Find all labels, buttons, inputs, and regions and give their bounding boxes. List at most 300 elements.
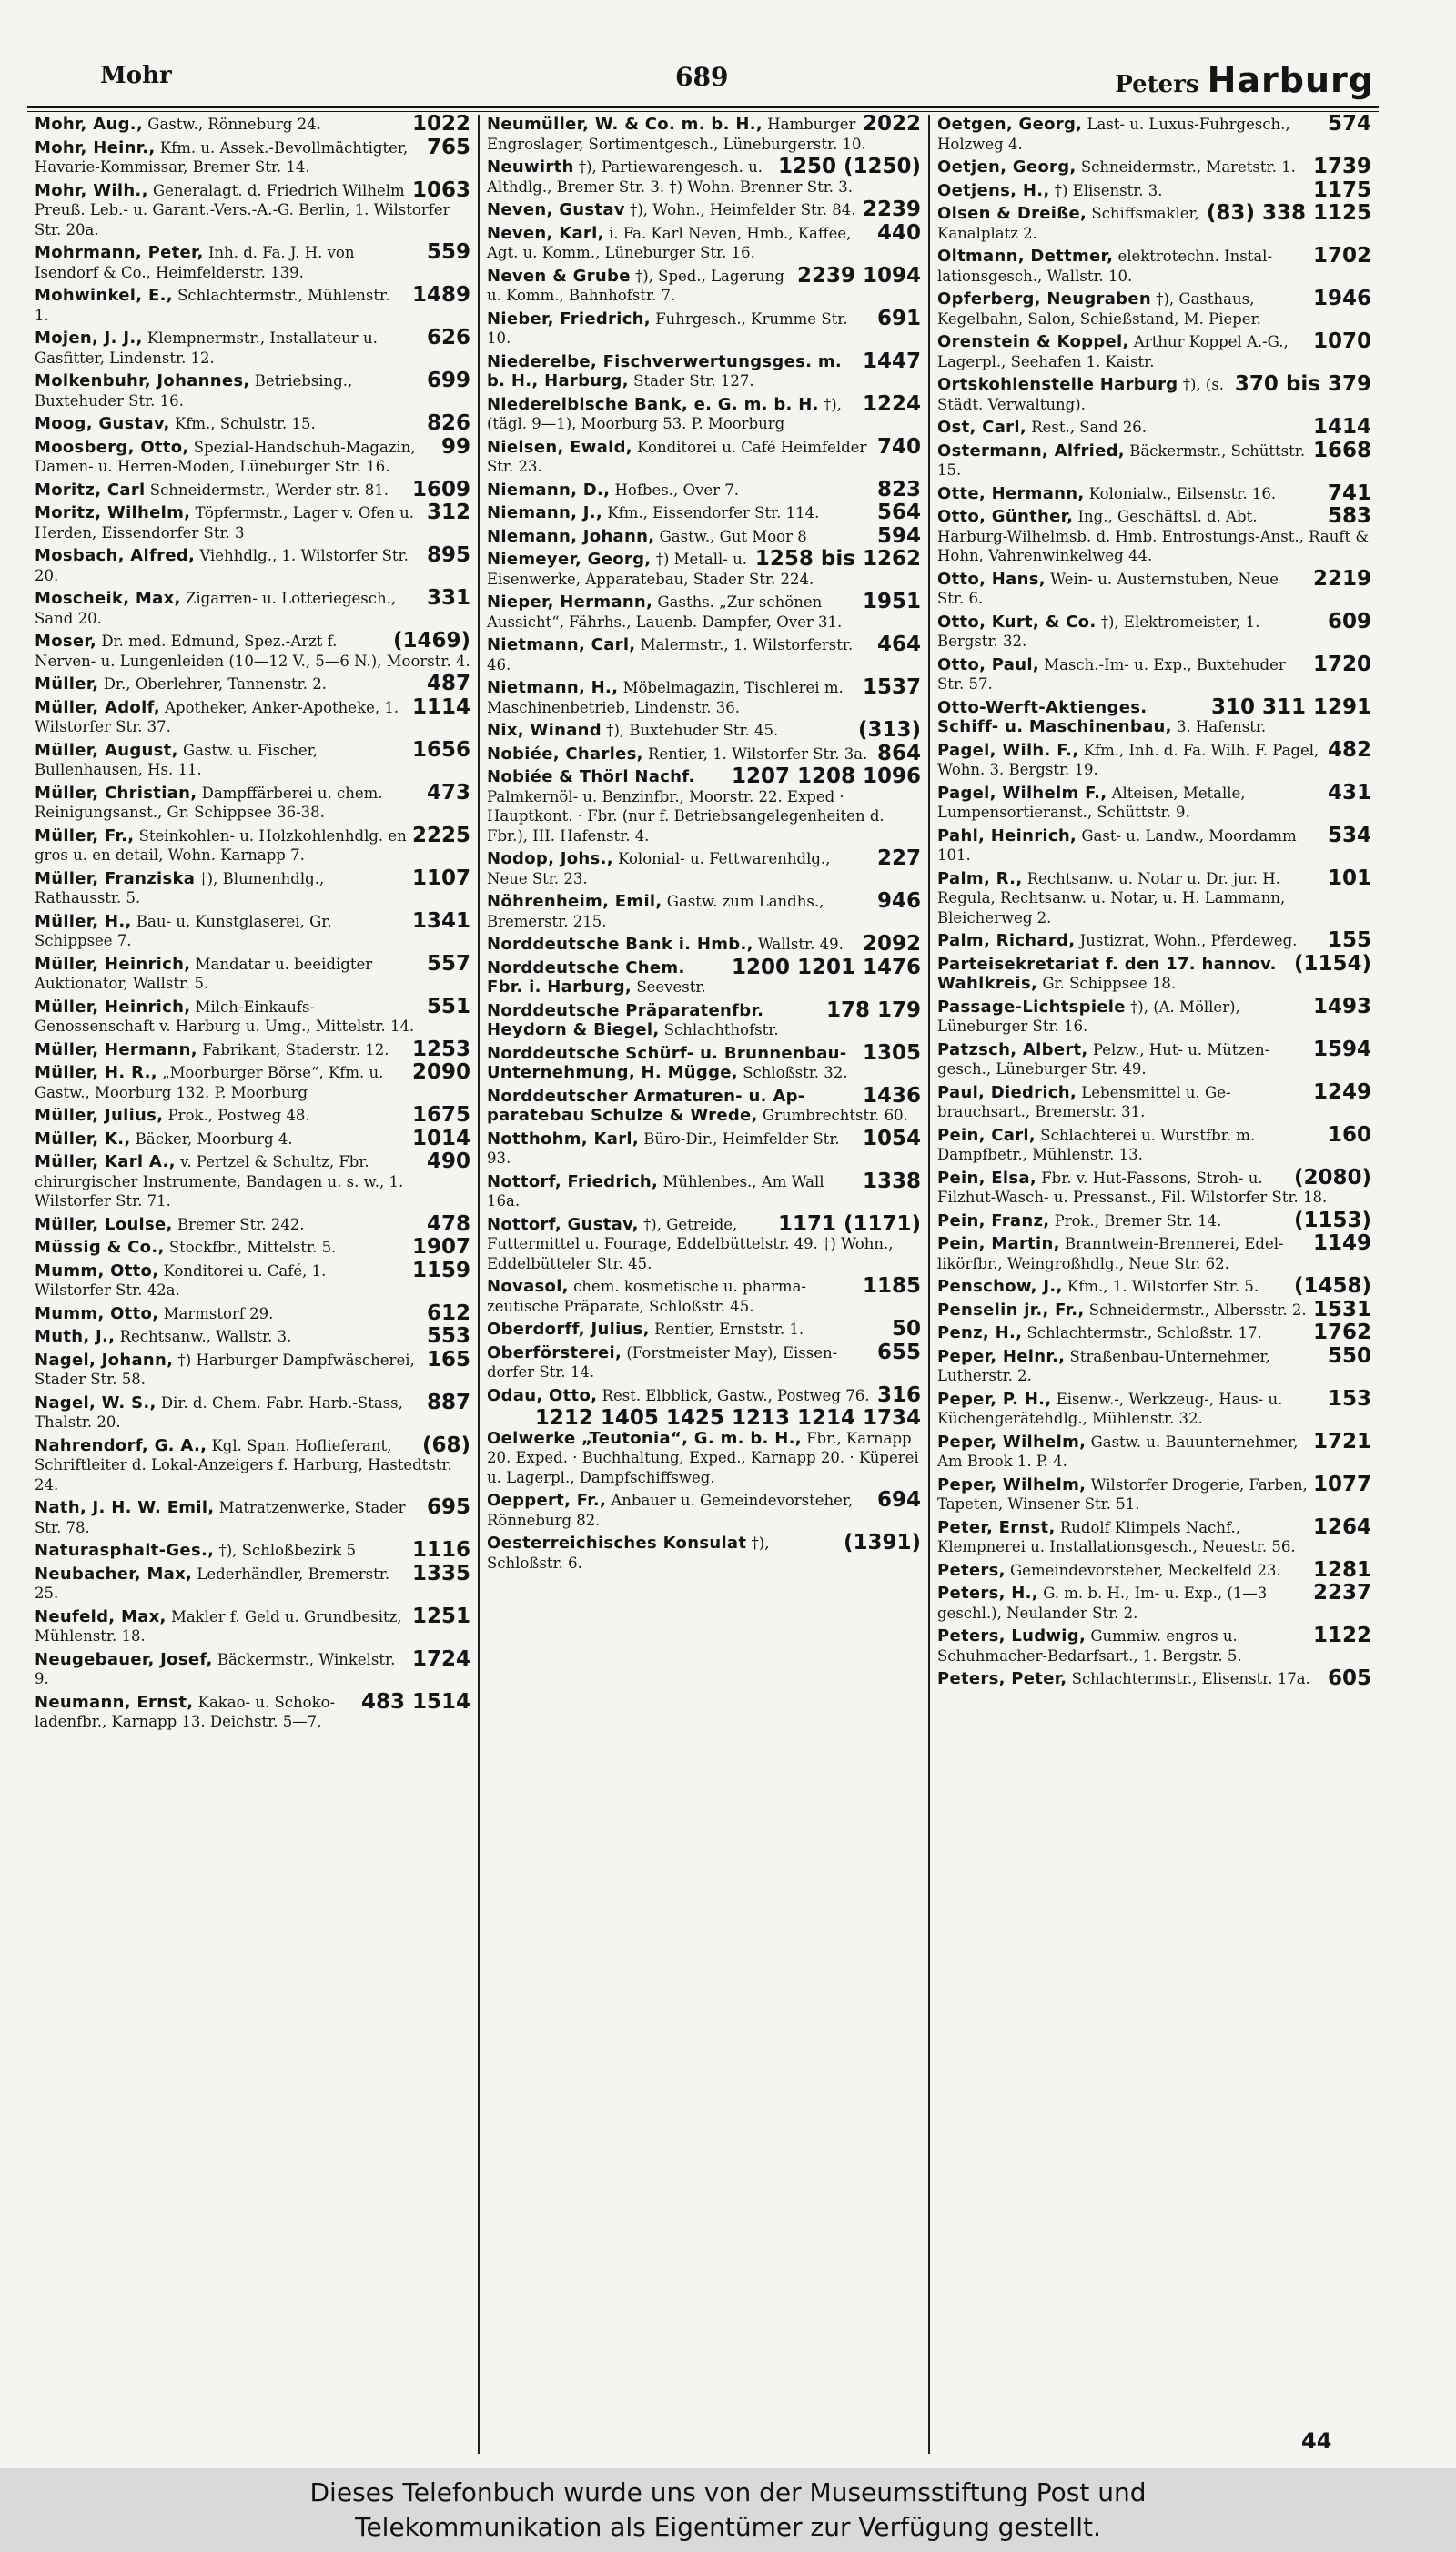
entry-name: Norddeutsche Bank i. Hmb.,	[487, 935, 753, 954]
phone-number: 1724	[411, 1646, 470, 1671]
footer-line-1: Dieses Telefonbuch wurde uns von der Museumsstiftung Post und	[309, 2477, 1147, 2507]
entry-details: Prok., Bremer Str. 14.	[1054, 1211, 1222, 1230]
phone-number: 741	[1327, 481, 1371, 505]
entry-details: Schneidermstr., Albersstr. 2.	[1088, 1301, 1307, 1319]
phone-number: 1946	[1312, 287, 1371, 310]
directory-entry	[487, 547, 921, 589]
entry-details: Betriebsing., Buxtehuder Str. 16.	[35, 372, 353, 410]
directory-entry	[35, 1347, 470, 1390]
phone-number: 1951	[862, 590, 921, 613]
entry-name: Ortskohlenstelle Harburg	[937, 375, 1178, 394]
directory-entry	[937, 504, 1371, 566]
directory-entry	[487, 767, 921, 846]
phone-number: 2090	[411, 1060, 470, 1084]
phone-number: 1070	[1312, 329, 1371, 353]
header-left-keyword: Mohr	[100, 62, 172, 89]
entry-details: †), Sped., Lagerung u. Komm., Bahnhofstr. 7.	[487, 267, 784, 304]
directory-entry	[35, 543, 470, 585]
entry-details: Lederhändler, Bremerstr. 25.	[35, 1565, 390, 1602]
phone-number: 1907	[411, 1235, 470, 1259]
entry-details: (Forstmeister May), Eissendorfer Str. 14.	[487, 1343, 838, 1381]
entry-name: Otte, Hermann,	[937, 483, 1085, 503]
directory-entry	[487, 1211, 921, 1274]
entry-name: Norddeutsche Präparatenfbr. Heydorn & Biegel,	[487, 1000, 764, 1039]
directory-entry	[35, 1235, 470, 1259]
copyright-footer	[0, 2468, 1456, 2552]
entry-details: Lebensmittel u. Gebrauchsart., Bremerstr. 31.	[937, 1083, 1231, 1120]
entry-details: Arthur Koppel A.-G., Lagerpl., Seehafen 1. Kaistr.	[937, 333, 1289, 370]
entry-details: Schlachtermstr., Schloßstr. 17.	[1026, 1324, 1262, 1342]
entry-details: Hamburger Engroslager, Sortimentgesch., Lüneburgerstr. 10.	[487, 116, 866, 153]
entry-name: Nodop, Johs.,	[487, 849, 613, 868]
directory-entry	[35, 411, 470, 435]
entry-name: Oetjens, H.,	[937, 180, 1050, 200]
phone-number: 1335	[411, 1561, 470, 1585]
entry-details: †), Wohn., Heimfelder Str. 84.	[630, 201, 856, 218]
phone-number: 431	[1327, 780, 1371, 805]
entry-name: Mohr, Aug.,	[35, 115, 144, 134]
entry-name: Otto, Günther,	[937, 507, 1074, 526]
directory-entry	[937, 1323, 1371, 1343]
entry-name: Niederelbische Bank, e. G. m. b. H.	[487, 394, 819, 414]
entry-name: Pein, Franz,	[937, 1210, 1050, 1230]
entry-name: Nielsen, Ewald,	[487, 437, 632, 457]
entry-details: Milch-Einkaufs-Genossenschaft v. Harburg u. Umg., Mittelstr. 14.	[35, 998, 415, 1035]
entry-details: i. Fa. Karl Neven, Hmb., Kaffee, Agt. u. Komm., Lüneburger Str. 16.	[487, 224, 852, 261]
entry-name: Pagel, Wilh. F.,	[937, 740, 1079, 760]
directory-entry	[487, 503, 921, 523]
entry-name: Moritz, Wilhelm,	[35, 503, 191, 522]
entry-details: Last- u. Luxus-Fuhrgesch., Holzweg 4.	[937, 116, 1290, 153]
phone-number: 1054	[862, 1126, 921, 1150]
directory-entry	[937, 1122, 1371, 1165]
entry-details: †) Elisenstr. 3.	[1054, 181, 1163, 199]
directory-entry	[937, 1079, 1371, 1122]
directory-entry	[937, 609, 1371, 652]
phone-number: (1153)	[1293, 1208, 1371, 1232]
entry-name: Neven & Grube	[487, 266, 631, 286]
directory-entry	[487, 434, 921, 477]
directory-entry	[937, 1386, 1371, 1429]
entry-name: Oberdorff, Julius,	[487, 1320, 650, 1339]
phone-number: 1656	[411, 737, 470, 762]
entry-details: Kfm., Inh. d. Fa. Wilh. F. Pagel, Wohn. 3. Bergstr. 19.	[937, 741, 1320, 778]
entry-name: Ostermann, Alfried,	[937, 441, 1125, 461]
entry-name: Neubacher, Max,	[35, 1564, 193, 1584]
directory-entry	[487, 523, 921, 548]
entry-details: Pelzw., Hut- u. Mützengesch., Lüneburger Str. 49.	[937, 1040, 1270, 1078]
phone-number: 864	[876, 741, 921, 765]
phone-number: 609	[1327, 609, 1371, 633]
entry-details: Rechtsanw., Wallstr. 3.	[119, 1328, 292, 1345]
entry-details: Anbauer u. Gemeindevorsteher, Rönneburg 82.	[487, 1492, 854, 1529]
phone-number: (83) 338 1125	[1206, 201, 1371, 225]
phone-number: 1159	[411, 1258, 470, 1282]
directory-entry	[487, 115, 921, 154]
entry-name: Oltmann, Dettmer,	[937, 247, 1114, 266]
directory-entry	[487, 157, 921, 197]
directory-entry	[487, 718, 921, 742]
entry-details: †), Partiewarengesch. u. Althdlg., Bremer Str. 3. †) Wohn. Brenner Str. 3.	[487, 158, 854, 196]
phone-number: 316	[876, 1382, 921, 1407]
entry-details: v. Pertzel & Schultz, Fbr. chirurgischer Instrumente, Bandagen u. s. w., 1. Wilstorfer Str. 71.	[35, 1153, 404, 1210]
entry-details: Generalagt. d. Friedrich Wilhelm Preuß. Leb.- u. Garant.-Vers.-A.-G. Berlin, 1. Wilstorfer Str. 20a.	[35, 181, 450, 238]
directory-entry	[937, 1429, 1371, 1472]
entry-name: Norddeutscher Armaturen- u. Apparatebau Schulze & Wrede,	[487, 1086, 805, 1125]
directory-entry	[35, 1149, 470, 1211]
phone-number: 1185	[862, 1274, 921, 1298]
entry-details: elektrotechn. Installationsgesch., Wallstr. 10.	[937, 248, 1273, 285]
entry-name: Mumm, Otto,	[35, 1261, 159, 1281]
entry-name: Opferberg, Neugraben	[937, 289, 1151, 309]
phone-number: 1721	[1312, 1429, 1371, 1453]
directory-entry	[487, 306, 921, 349]
directory-entry	[35, 823, 470, 866]
directory-entry	[487, 1531, 921, 1573]
phone-number: 1436	[862, 1083, 921, 1108]
entry-name: Neven, Gustav	[487, 200, 625, 219]
phone-number: 1063	[411, 177, 470, 202]
phone-number: 823	[876, 477, 921, 501]
phone-number: 765	[426, 135, 470, 159]
entry-name: Palm, Richard,	[937, 931, 1076, 950]
entry-name: Nath, J. H. W. Emil,	[35, 1498, 215, 1517]
directory-entry	[35, 1126, 470, 1150]
phone-number: 1200 1201 1476	[731, 955, 921, 979]
phone-number: (2080)	[1293, 1165, 1371, 1190]
phone-number: 887	[426, 1390, 470, 1414]
entry-details: Schiffsmakler, Kanalplatz 2.	[937, 205, 1199, 242]
directory-entry	[35, 371, 470, 410]
phone-number: 1675	[411, 1103, 470, 1127]
entry-name: Müller, K.,	[35, 1129, 131, 1149]
directory-entry	[35, 1103, 470, 1127]
phone-number: (1391)	[843, 1531, 921, 1554]
phone-number: 557	[426, 951, 470, 976]
directory-entry	[487, 675, 921, 717]
phone-number: 464	[876, 633, 921, 656]
entry-name: Oetgen, Georg,	[937, 115, 1083, 134]
directory-entry	[487, 1169, 921, 1211]
entry-name: Niemann, J.,	[487, 503, 603, 522]
entry-details: Schneidermstr., Werder str. 81.	[149, 481, 389, 499]
directory-entry	[487, 1488, 921, 1530]
directory-entry	[937, 1165, 1371, 1208]
entry-details: Klempnermstr., Installateur u. Gasfitter, Lindenstr. 12.	[35, 329, 378, 367]
directory-entry	[487, 635, 921, 674]
entry-details: Masch.-Im- u. Exp., Buxtehuder Str. 57.	[937, 655, 1286, 693]
entry-details: †) Metall- u. Eisenwerke, Apparatebau, Stader Str. 224.	[487, 551, 814, 588]
directory-entry	[487, 592, 921, 632]
column-1	[27, 115, 478, 2454]
directory-entry	[487, 1083, 921, 1126]
entry-name: Nobiée & Thörl Nachf.	[487, 767, 695, 786]
entry-details: Inh. d. Fa. J. H. von Isendorf & Co., Heimfelderstr. 139.	[35, 244, 355, 281]
phone-number: (1154)	[1293, 951, 1371, 976]
entry-name: Mohr, Heinr.,	[35, 137, 156, 157]
phone-number: 1489	[411, 283, 470, 307]
entry-details: Schlachterei u. Wurstfbr. m. Dampfbetr., Mühlenstr. 13.	[937, 1126, 1256, 1163]
entry-name: Nieber, Friedrich,	[487, 309, 651, 329]
entry-details: Gummiw. engros u. Schuhmacher-Bedarfsart., 1. Bergstr. 5.	[937, 1627, 1242, 1665]
directory-entry	[937, 438, 1371, 481]
directory-entry	[35, 1390, 470, 1433]
entry-details: Fabrikant, Staderstr. 12.	[202, 1040, 389, 1058]
entry-name: Peters, H.,	[937, 1584, 1038, 1603]
entry-details: Kfm., Schulstr. 15.	[174, 415, 316, 432]
phone-number: 1175	[1312, 177, 1371, 202]
entry-details: Viehhdlg., 1. Wilstorfer Str. 20.	[35, 547, 409, 584]
entry-name: Niemann, Johann,	[487, 526, 655, 546]
entry-name: Odau, Otto,	[487, 1385, 598, 1405]
entry-details: Schneidermstr., Maretstr. 1.	[1080, 158, 1296, 176]
directory-entry	[35, 1258, 470, 1301]
entry-details: chem. kosmetische u. pharmazeutische Präparate, Schloßstr. 45.	[487, 1278, 806, 1315]
phone-number: 1702	[1312, 244, 1371, 268]
entry-details: Rechtsanw. u. Notar u. Dr. jur. H. Regula, Rechtsanw. u. Notar, u. H. Lammann, Bleicherweg 2.	[937, 869, 1286, 927]
directory-entry	[937, 481, 1371, 505]
phone-number: 1171 (1171)	[777, 1211, 921, 1236]
directory-entry	[35, 177, 470, 240]
entry-name: Peper, Wilhelm,	[937, 1474, 1087, 1494]
directory-entry	[937, 1557, 1371, 1582]
entry-details: Dampffärberei u. chem. Reinigungsanst., Gr. Schippsee 36-38.	[35, 784, 383, 821]
phone-number: 331	[426, 586, 470, 610]
phone-number: 1250 (1250)	[777, 155, 921, 178]
directory-entry	[35, 1037, 470, 1061]
phone-number: 310 311 1291	[1210, 694, 1371, 719]
entry-name: Müller, Louise,	[35, 1214, 173, 1234]
phone-number: 594	[876, 523, 921, 548]
entry-details: Stader Str. 127.	[633, 372, 754, 390]
entry-name: Neumann, Ernst,	[35, 1692, 194, 1712]
directory-entry	[35, 434, 470, 477]
entry-name: Müller, Julius,	[35, 1106, 164, 1125]
directory-entry	[35, 994, 470, 1037]
phone-number: (68)	[421, 1433, 470, 1457]
entry-name: Otto, Hans,	[937, 569, 1046, 589]
directory-entry	[937, 289, 1371, 329]
entry-details: Dr., Oberlehrer, Tannenstr. 2.	[103, 675, 327, 693]
entry-name: Parteisekretariat f. den 17. hannov. Wahlkreis,	[937, 954, 1277, 993]
entry-details: Konditorei u. Café Heimfelder Str. 23.	[487, 438, 867, 475]
directory-entry	[35, 1646, 470, 1689]
directory-entry	[937, 737, 1371, 780]
directory-entry	[937, 1274, 1371, 1298]
entry-name: Muth, J.,	[35, 1327, 116, 1346]
entry-name: Otto-Werft-Aktienges. Schiff- u. Maschinenbau,	[937, 697, 1172, 736]
entry-name: Penselin jr., Fr.,	[937, 1300, 1085, 1320]
entry-name: Peters, Ludwig,	[937, 1626, 1087, 1646]
entry-details: Stockfbr., Mittelstr. 5.	[168, 1239, 337, 1256]
entry-details: Dr. med. Edmund, Spez.-Arzt f. Nerven- u. Lungenleiden (10—12 V., 5—6 N.), Moorstr. 4.	[35, 633, 470, 670]
phone-number: 1014	[411, 1126, 470, 1150]
entry-name: Nieper, Hermann,	[487, 592, 653, 612]
entry-details: Gast- u. Landw., Moordamm 101.	[937, 826, 1297, 864]
directory-entry	[35, 240, 470, 282]
entry-name: Naturasphalt-Ges.,	[35, 1541, 215, 1560]
entry-details: Seevestr.	[636, 978, 706, 996]
entry-name: Neumüller, W. & Co. m. b. H.,	[487, 115, 763, 134]
directory-entry	[487, 349, 921, 391]
entry-details: G. m. b. H., Im- u. Exp., (1—3 geschl.), Neulander Str. 2.	[937, 1585, 1268, 1622]
entry-details: Zigarren- u. Lotteriegesch., Sand 20.	[35, 590, 397, 627]
directory-entry	[35, 1604, 470, 1646]
entry-details: Gemeindevorsteher, Meckelfeld 23.	[1010, 1561, 1281, 1579]
entry-name: Müller, Adolf,	[35, 697, 160, 717]
entry-name: Mohrmann, Peter,	[35, 243, 204, 262]
entry-name: Peper, P. H.,	[937, 1389, 1052, 1409]
directory-entry	[35, 503, 470, 542]
directory-entry	[35, 1538, 470, 1562]
footer-line-2: Telekommunikation als Eigentümer zur Verfügung gestellt.	[355, 2512, 1101, 2542]
entry-name: Müller, Fr.,	[35, 825, 135, 846]
entry-name: Paul, Diedrich,	[937, 1082, 1077, 1102]
entry-name: Pahl, Heinrich,	[937, 825, 1077, 846]
entry-name: Orenstein & Koppel,	[937, 332, 1129, 351]
directory-entry	[937, 115, 1371, 154]
phone-number: 2092	[862, 932, 921, 956]
entry-name: Moritz, Carl	[35, 480, 146, 500]
entry-name: Nix, Winand	[487, 721, 602, 740]
entry-details: †) Harburger Dampfwäscherei, Stader Str. 58.	[35, 1351, 415, 1388]
entry-details: Bäckermstr., Winkelstr. 9.	[35, 1650, 396, 1687]
entry-details: Rentier, 1. Wilstorfer Str. 3a.	[648, 744, 868, 763]
phone-number: 1207 1208 1096	[731, 765, 921, 788]
directory-entry	[35, 694, 470, 737]
directory-entry	[35, 1561, 470, 1604]
phone-number: 2022	[862, 115, 921, 136]
entry-name: Oelwerke „Teutonia“, G. m. b. H.,	[487, 1428, 802, 1448]
entry-name: Müller, Christian,	[35, 783, 197, 803]
entry-name: Penz, H.,	[937, 1323, 1023, 1342]
directory-entry	[487, 391, 921, 434]
entry-name: Neven, Karl,	[487, 223, 604, 243]
phone-number: 2239 1094	[796, 263, 921, 288]
directory-entry	[937, 1297, 1371, 1322]
entry-name: Pein, Elsa,	[937, 1168, 1036, 1188]
phone-number: 1493	[1312, 994, 1371, 1018]
entry-details: Fuhrgesch., Krumme Str. 10.	[487, 309, 848, 347]
entry-name: Notthohm, Karl,	[487, 1129, 639, 1149]
directory-entry	[35, 1433, 470, 1495]
directory-entry	[35, 1324, 470, 1348]
entry-details: †), (s. Städt. Verwaltung).	[937, 376, 1225, 413]
entry-details: Wilstorfer Drogerie, Farben, Tapeten, Winsener Str. 51.	[937, 1475, 1308, 1513]
phone-number: 160	[1327, 1122, 1371, 1147]
phone-number: 583	[1327, 504, 1371, 528]
entry-details: Wein- u. Austernstuben, Neue Str. 6.	[937, 570, 1279, 607]
entry-details: Rest. Elbblick, Gastw., Postweg 76.	[602, 1386, 870, 1404]
entry-details: Makler f. Geld u. Grundbesitz, Mühlenstr. 18.	[35, 1607, 402, 1645]
column-3	[928, 115, 1379, 2454]
phone-number: 1122	[1312, 1624, 1371, 1647]
header-rule	[27, 106, 1379, 108]
entry-details: Schlachthofstr.	[663, 1021, 779, 1038]
phone-number: 1531	[1312, 1297, 1371, 1322]
header-right	[1115, 60, 1374, 100]
entry-details: Apotheker, Anker-Apotheke, 1. Wilstorfer Str. 37.	[35, 698, 399, 735]
entry-name: Moosberg, Otto,	[35, 437, 189, 457]
directory-entry	[937, 244, 1371, 286]
entry-details: Kfm., Eissendorfer Str. 114.	[607, 504, 820, 522]
entry-details: Kolonial- u. Fettwarenhdlg., Neue Str. 23.	[487, 850, 831, 887]
entry-details: „Moorburger Börse“, Kfm. u. Gastw., Moorburg 132. P. Moorburg	[35, 1064, 384, 1101]
phone-number: 1022	[411, 115, 470, 136]
entry-name: Moog, Gustav,	[35, 414, 170, 433]
phone-number: 440	[876, 220, 921, 245]
sheet-number: 44	[1301, 2428, 1332, 2454]
phone-number: (1469)	[392, 629, 470, 653]
entry-name: Molkenbuhr, Johannes,	[35, 371, 250, 390]
phone-number: 2219	[1312, 566, 1371, 591]
phone-number: 1414	[1312, 415, 1371, 439]
directory-entry	[35, 477, 470, 501]
phone-number: 553	[426, 1324, 470, 1348]
directory-entry	[35, 951, 470, 994]
directory-entry	[937, 694, 1371, 737]
entry-name: Oetjen, Georg,	[937, 157, 1077, 177]
entry-name: Mojen, J. J.,	[35, 329, 143, 348]
entry-name: Müller, Hermann,	[35, 1039, 197, 1059]
directory-entry	[937, 928, 1371, 952]
phone-number: 605	[1327, 1666, 1371, 1690]
directory-entry	[35, 674, 470, 694]
phone-number: 1281	[1312, 1557, 1371, 1582]
phone-number: 574	[1327, 115, 1371, 136]
directory-entry	[487, 932, 921, 956]
phone-number: 1077	[1312, 1472, 1371, 1496]
entry-name: Peper, Wilhelm,	[937, 1432, 1087, 1452]
entry-details: Gastw. u. Bauunternehmer, Am Brook 1. P. 4.	[937, 1433, 1299, 1470]
entry-details: 3. Hafenstr.	[1177, 718, 1267, 735]
entry-details: †), (A. Möller), Lüneburger Str. 16.	[937, 998, 1240, 1035]
entry-name: Passage-Lichtspiele	[937, 997, 1126, 1017]
entry-name: Otto, Kurt, & Co.	[937, 612, 1097, 632]
phone-number: (313)	[857, 718, 921, 742]
header-city: Harburg	[1207, 60, 1374, 100]
entry-name: Müssig & Co.,	[35, 1238, 165, 1257]
entry-name: Müller, Franziska	[35, 868, 196, 888]
entry-name: Pagel, Wilhelm F.,	[937, 783, 1107, 803]
entry-details: Prok., Postweg 48.	[167, 1107, 310, 1124]
directory-columns	[27, 115, 1379, 2454]
phone-number: 2225	[411, 823, 470, 847]
entry-details: Ing., Geschäftsl. d. Abt. Harburg-Wilhelmsb. d. Hmb. Entrostungs-Anst., Rauft & Hohn, Vahrenwinkelweg 44.	[937, 508, 1370, 564]
phone-number: 1537	[862, 675, 921, 699]
entry-name: Müller, Karl A.,	[35, 1152, 176, 1171]
phone-number: 655	[876, 1340, 921, 1364]
entry-details: †), Buxtehuder Str. 45.	[606, 722, 779, 739]
entry-name: Mohr, Wilh.,	[35, 180, 148, 200]
entry-name: Neufeld, Max,	[35, 1606, 167, 1626]
entry-name: Patzsch, Albert,	[937, 1039, 1088, 1059]
header-right-keyword: Peters	[1115, 71, 1199, 98]
directory-entry	[35, 866, 470, 908]
phone-number: 1114	[411, 694, 470, 719]
directory-entry	[937, 1343, 1371, 1386]
directory-entry	[35, 780, 470, 823]
phone-number: 1258 bis 1262	[754, 547, 921, 571]
directory-entry	[937, 177, 1371, 202]
entry-details: Grumbrechtstr. 60.	[762, 1107, 908, 1124]
entry-details: †), Getreide, Futtermittel u. Fourage, Eddelbüttelstr. 49. †) Wohn., Eddelbütteler Str. 45.	[487, 1215, 894, 1272]
entry-details: Gr. Schippsee 18.	[1042, 975, 1177, 992]
phone-number: 1253	[411, 1037, 470, 1061]
phone-number: 1107	[411, 866, 470, 890]
phone-number: 1609	[411, 477, 470, 501]
entry-name: Moscheik, Max,	[35, 589, 181, 608]
